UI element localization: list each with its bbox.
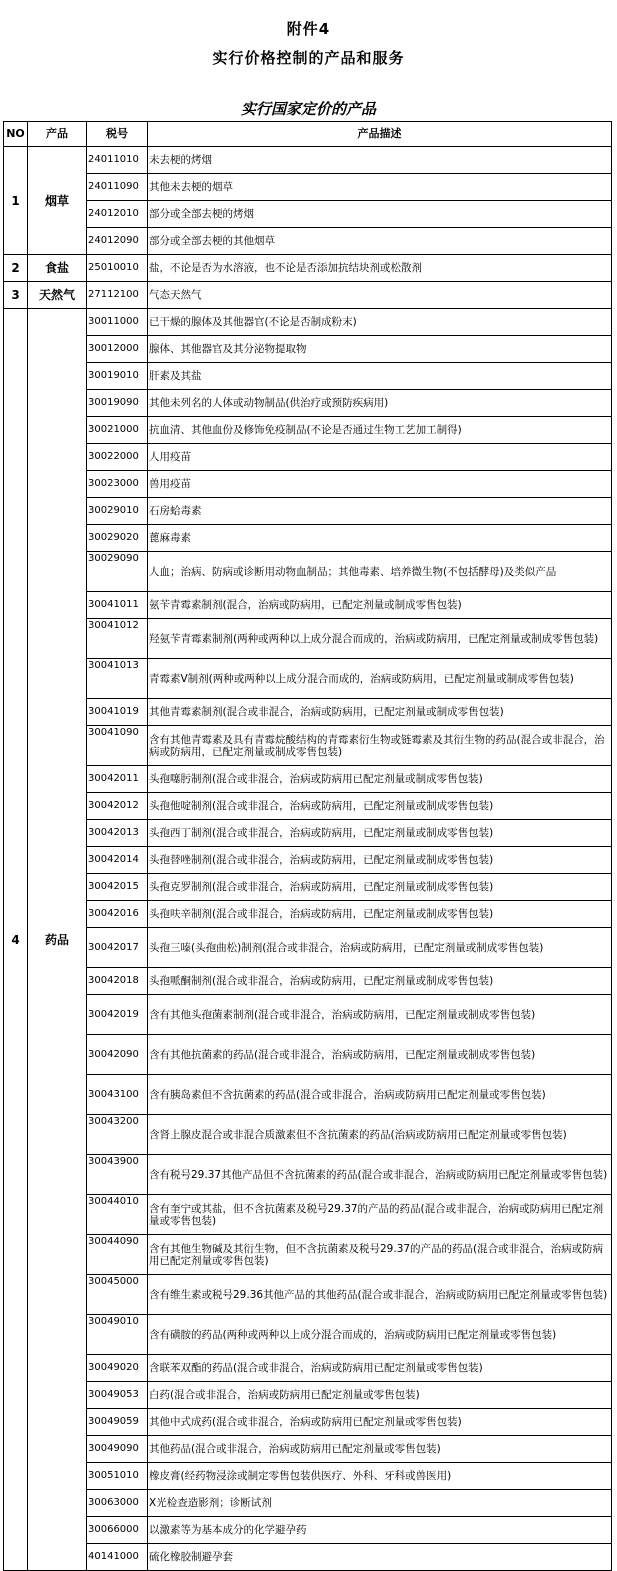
tariff-code-cell: 30041090 bbox=[87, 726, 148, 766]
attachment-label: 附件4 bbox=[286, 20, 331, 38]
tariff-code-cell: 30042090 bbox=[87, 1035, 148, 1075]
group-number: 1 bbox=[4, 147, 28, 255]
tariff-code-cell: 30021000 bbox=[87, 417, 148, 444]
tariff-code-cell: 24011010 bbox=[87, 147, 148, 174]
product-description-cell: 腺体、其他器官及其分泌物提取物 bbox=[148, 336, 612, 363]
table-body bbox=[4, 147, 612, 1571]
tariff-code-cell: 30029020 bbox=[87, 525, 148, 552]
table-row bbox=[4, 1315, 612, 1355]
tariff-code-cell: 30041012 bbox=[87, 619, 148, 659]
table-row bbox=[4, 228, 612, 255]
table-row bbox=[4, 793, 612, 820]
product-description-cell: 头孢呋辛制剂(混合或非混合，治病或防病用，已配定剂量或制成零售包装) bbox=[148, 901, 612, 928]
table-row bbox=[4, 1155, 612, 1195]
product-description-cell: 硫化橡胶制避孕套 bbox=[148, 1544, 612, 1571]
tariff-code-cell: 30042015 bbox=[87, 874, 148, 901]
product-description-cell: 青霉素V制剂(两种或两种以上成分混合而成的，治病或防病用，已配定剂量或制成零售包装) bbox=[148, 659, 612, 699]
table-row bbox=[4, 498, 612, 525]
table-row bbox=[4, 1275, 612, 1315]
table-row bbox=[4, 444, 612, 471]
tariff-code-cell: 30019090 bbox=[87, 390, 148, 417]
table-row bbox=[4, 659, 612, 699]
tariff-code-cell: 30042016 bbox=[87, 901, 148, 928]
table-row bbox=[4, 390, 612, 417]
tariff-code-cell: 30049053 bbox=[87, 1382, 148, 1409]
table-row bbox=[4, 525, 612, 552]
tariff-code-cell: 30066000 bbox=[87, 1517, 148, 1544]
tariff-code-cell: 30044010 bbox=[87, 1195, 148, 1235]
product-description-cell: 其他青霉素制剂(混合或非混合，治病或防病用，已配定剂量或制成零售包装) bbox=[148, 699, 612, 726]
table-row bbox=[4, 766, 612, 793]
tariff-code-cell: 30042013 bbox=[87, 820, 148, 847]
tariff-code-cell: 30051010 bbox=[87, 1463, 148, 1490]
product-description-cell: 头孢哌酮制剂(混合或非混合，治病或防病用，已配定剂量或制成零售包装) bbox=[148, 968, 612, 995]
table-row bbox=[4, 1355, 612, 1382]
tariff-code-cell: 24012090 bbox=[87, 228, 148, 255]
product-description-cell: 含有维生素或税号29.36其他产品的其他药品(混合或非混合，治病或防病用已配定剂量或零售包装) bbox=[148, 1275, 612, 1315]
table-row bbox=[4, 1382, 612, 1409]
tariff-code-cell: 30041013 bbox=[87, 659, 148, 699]
tariff-code-cell: 30042014 bbox=[87, 847, 148, 874]
table-row bbox=[4, 1035, 612, 1075]
table-row bbox=[4, 417, 612, 444]
product-description-cell: 含有其他生物碱及其衍生物，但不含抗菌素及税号29.37的产品的药品(混合或非混合，治病或防病用已配定剂量或零售包装) bbox=[148, 1235, 612, 1275]
tariff-code-cell: 30029010 bbox=[87, 498, 148, 525]
product-category: 天然气 bbox=[28, 282, 87, 309]
product-description-cell: 橡皮膏(经药物浸涂或制定零售包装供医疗、外科、牙科或兽医用) bbox=[148, 1463, 612, 1490]
section-subtitle: 实行国家定价的产品 bbox=[240, 100, 376, 118]
product-category: 烟草 bbox=[28, 147, 87, 255]
product-description-cell: 头孢噻肟制剂(混合或非混合，治病或防病用已配定剂量或制成零售包装) bbox=[148, 766, 612, 793]
tariff-code-cell: 30049020 bbox=[87, 1355, 148, 1382]
tariff-code-cell: 30023000 bbox=[87, 471, 148, 498]
tariff-code-cell: 30042018 bbox=[87, 968, 148, 995]
table-row bbox=[4, 201, 612, 228]
tariff-code-cell: 30041019 bbox=[87, 699, 148, 726]
table-row bbox=[4, 1195, 612, 1235]
tariff-code-cell: 30029090 bbox=[87, 552, 148, 592]
tariff-code-cell: 30049059 bbox=[87, 1409, 148, 1436]
product-description-cell: 人用疫苗 bbox=[148, 444, 612, 471]
table-row bbox=[4, 282, 612, 309]
table-row bbox=[4, 901, 612, 928]
tariff-code-cell: 27112100 bbox=[87, 282, 148, 309]
product-description-cell: 含肾上腺皮混合或非混合质激素但不含抗菌素的药品(治病或防病用已配定剂量或零售包装) bbox=[148, 1115, 612, 1155]
tariff-code-cell: 30043900 bbox=[87, 1155, 148, 1195]
table-row bbox=[4, 309, 612, 336]
product-description-cell: 氨苄青霉素制剂(混合，治病或防病用，已配定剂量或制成零售包装) bbox=[148, 592, 612, 619]
table-row bbox=[4, 1075, 612, 1115]
tariff-code-cell: 25010010 bbox=[87, 255, 148, 282]
product-description-cell: 以激素等为基本成分的化学避孕药 bbox=[148, 1517, 612, 1544]
product-description-cell: 含有其他头孢菌素制剂(混合或非混合，治病或防病用，已配定剂量或制成零售包装) bbox=[148, 995, 612, 1035]
group-number: 3 bbox=[4, 282, 28, 309]
group-number: 4 bbox=[4, 309, 28, 1571]
column-header-no: NO bbox=[4, 122, 28, 147]
product-description-cell: 头孢三嗪(头孢曲松)制剂(混合或非混合，治病或防病用，已配定剂量或制成零售包装) bbox=[148, 928, 612, 968]
product-description-cell: 头孢替唑制剂(混合或非混合，治病或防病用，已配定剂量或制成零售包装) bbox=[148, 847, 612, 874]
tariff-code-cell: 30011000 bbox=[87, 309, 148, 336]
document-title: 实行价格控制的产品和服务 bbox=[212, 49, 405, 67]
table-row bbox=[4, 1490, 612, 1517]
table-row bbox=[4, 1544, 612, 1571]
tariff-code-cell: 40141000 bbox=[87, 1544, 148, 1571]
table-row bbox=[4, 1235, 612, 1275]
product-description-cell: 头孢克罗制剂(混合或非混合，治病或防病用，已配定剂量或制成零售包装) bbox=[148, 874, 612, 901]
tariff-code-cell: 30012000 bbox=[87, 336, 148, 363]
table-row bbox=[4, 255, 612, 282]
table-row bbox=[4, 174, 612, 201]
product-description-cell: 肝素及其盐 bbox=[148, 363, 612, 390]
product-description-cell: 含有税号29.37其他产品但不含抗菌素的药品(混合或非混合，治病或防病用已配定剂量或零售包装) bbox=[148, 1155, 612, 1195]
product-description-cell: 头孢他啶制剂(混合或非混合，治病或防病用，已配定剂量或制成零售包装) bbox=[148, 793, 612, 820]
tariff-code-cell: 30043200 bbox=[87, 1115, 148, 1155]
column-header-description: 产品描述 bbox=[148, 122, 612, 147]
table-row bbox=[4, 471, 612, 498]
table-row bbox=[4, 699, 612, 726]
tariff-code-cell: 30049090 bbox=[87, 1436, 148, 1463]
table-row bbox=[4, 726, 612, 766]
product-description-cell: 抗血清、其他血份及修饰免疫制品(不论是否通过生物工艺加工制得) bbox=[148, 417, 612, 444]
tariff-code-cell: 30041011 bbox=[87, 592, 148, 619]
product-description-cell: 含有胰岛素但不含抗菌素的药品(混合或非混合，治病或防病用已配定剂量或零售包装) bbox=[148, 1075, 612, 1115]
tariff-code-cell: 30045000 bbox=[87, 1275, 148, 1315]
table-row bbox=[4, 968, 612, 995]
product-description-cell: 其他药品(混合或非混合，治病或防病用已配定剂量或零售包装) bbox=[148, 1436, 612, 1463]
product-description-cell: 未去梗的烤烟 bbox=[148, 147, 612, 174]
product-description-cell: 兽用疫苗 bbox=[148, 471, 612, 498]
table-row bbox=[4, 1115, 612, 1155]
tariff-code-cell: 30042017 bbox=[87, 928, 148, 968]
table-row bbox=[4, 1463, 612, 1490]
table-row bbox=[4, 1409, 612, 1436]
table-row bbox=[4, 1436, 612, 1463]
product-description-cell: 石房蛤毒素 bbox=[148, 498, 612, 525]
product-description-cell: 含有磺胺的药品(两种或两种以上成分混合而成的，治病或防病用已配定剂量或零售包装) bbox=[148, 1315, 612, 1355]
table-row bbox=[4, 995, 612, 1035]
column-header-tariff-code: 税号 bbox=[87, 122, 148, 147]
table-row bbox=[4, 363, 612, 390]
product-description-cell: 含有奎宁或其盐，但不含抗菌素及税号29.37的产品的药品(混合或非混合，治病或防病用已配定剂量或零售包装) bbox=[148, 1195, 612, 1235]
product-description-cell: 已干燥的腺体及其他器官(不论是否制成粉末) bbox=[148, 309, 612, 336]
product-description-cell: 头孢西丁制剂(混合或非混合，治病或防病用，已配定剂量或制成零售包装) bbox=[148, 820, 612, 847]
tariff-code-cell: 30043100 bbox=[87, 1075, 148, 1115]
tariff-code-cell: 24011090 bbox=[87, 174, 148, 201]
product-category: 食盐 bbox=[28, 255, 87, 282]
product-description-cell: 蓖麻毒素 bbox=[148, 525, 612, 552]
table-row bbox=[4, 928, 612, 968]
tariff-code-cell: 30049010 bbox=[87, 1315, 148, 1355]
product-description-cell: 盐，不论是否为水溶液，也不论是否添加抗结块剂或松散剂 bbox=[148, 255, 612, 282]
table-row bbox=[4, 619, 612, 659]
tariff-code-cell: 30042011 bbox=[87, 766, 148, 793]
product-description-cell: 气态天然气 bbox=[148, 282, 612, 309]
product-description-cell: X光检查造影剂；诊断试剂 bbox=[148, 1490, 612, 1517]
table-header-row bbox=[4, 122, 612, 147]
product-description-cell: 含有其他抗菌素的药品(混合或非混合，治病或防病用，已配定剂量或制成零售包装) bbox=[148, 1035, 612, 1075]
table-row bbox=[4, 552, 612, 592]
tariff-code-cell: 30022000 bbox=[87, 444, 148, 471]
table-row bbox=[4, 847, 612, 874]
product-description-cell: 其他未列名的人体或动物制品(供治疗或预防疾病用) bbox=[148, 390, 612, 417]
group-number: 2 bbox=[4, 255, 28, 282]
table-row bbox=[4, 147, 612, 174]
product-description-cell: 部分或全部去梗的其他烟草 bbox=[148, 228, 612, 255]
table-row bbox=[4, 1517, 612, 1544]
product-description-cell: 其他未去梗的烟草 bbox=[148, 174, 612, 201]
product-description-cell: 其他中式成药(混合或非混合，治病或防病用已配定剂量或零售包装) bbox=[148, 1409, 612, 1436]
product-description-cell: 含联苯双酯的药品(混合或非混合，治病或防病用已配定剂量或零售包装) bbox=[148, 1355, 612, 1382]
tariff-code-cell: 30044090 bbox=[87, 1235, 148, 1275]
tariff-code-cell: 30063000 bbox=[87, 1490, 148, 1517]
product-description-cell: 羟氨苄青霉素制剂(两种或两种以上成分混合而成的，治病或防病用，已配定剂量或制成零售包装) bbox=[148, 619, 612, 659]
product-description-cell: 人血；治病、防病或诊断用动物血制品；其他毒素、培养微生物(不包括酵母)及类似产品 bbox=[148, 552, 612, 592]
tariff-code-cell: 30042019 bbox=[87, 995, 148, 1035]
tariff-code-cell: 30019010 bbox=[87, 363, 148, 390]
table-row bbox=[4, 592, 612, 619]
tariff-code-cell: 24012010 bbox=[87, 201, 148, 228]
table-row bbox=[4, 874, 612, 901]
product-category: 药品 bbox=[28, 309, 87, 1571]
table-row bbox=[4, 820, 612, 847]
tariff-code-cell: 30042012 bbox=[87, 793, 148, 820]
price-control-table bbox=[3, 121, 612, 1571]
product-description-cell: 白药(混合或非混合，治病或防病用已配定剂量或零售包装) bbox=[148, 1382, 612, 1409]
product-description-cell: 部分或全部去梗的烤烟 bbox=[148, 201, 612, 228]
product-description-cell: 含有其他青霉素及具有青霉烷酸结构的青霉素衍生物或链霉素及其衍生物的药品(混合或非混合，治病或防病用，已配定剂量或制成零售包装) bbox=[148, 726, 612, 766]
column-header-product: 产品 bbox=[28, 122, 87, 147]
table-row bbox=[4, 336, 612, 363]
